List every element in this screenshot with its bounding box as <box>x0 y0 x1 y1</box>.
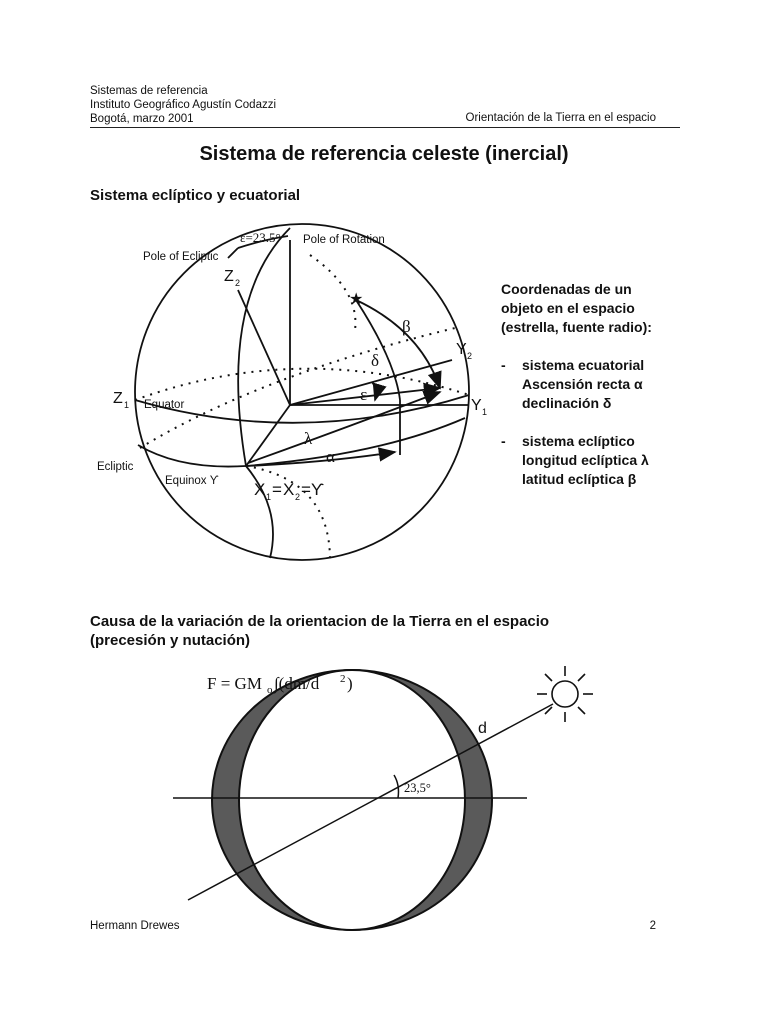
section-heading-precession-line-2: (precesión y nutación) <box>90 632 251 649</box>
z2-label: Z <box>224 268 234 285</box>
x2-label: X <box>283 480 295 499</box>
equatorial-line-2: declinación δ <box>522 395 612 411</box>
force-formula-close: ) <box>347 674 353 693</box>
x1-subscript: 1 <box>266 492 272 502</box>
y1-subscript: 1 <box>482 407 488 417</box>
y1-label: Y <box>471 397 482 414</box>
side-intro-line-1: Coordenadas de un <box>501 281 632 297</box>
footer-author: Hermann Drewes <box>90 920 180 932</box>
page-title: Sistema de referencia celeste (inercial) <box>199 143 569 165</box>
equatorial-line-1: Ascensión recta α <box>522 376 643 392</box>
y2-subscript: 2 <box>467 351 473 361</box>
header-institute-line: Instituto Geográfico Agustín Codazzi <box>90 99 277 111</box>
z1-subscript: 1 <box>124 400 130 410</box>
page-number: 2 <box>649 920 656 932</box>
equator-label: Equator <box>144 399 185 411</box>
x2-subscript: 2 <box>295 492 301 502</box>
z1-label: Z <box>113 390 123 407</box>
section-heading-ecliptic-equatorial: Sistema eclíptico y ecuatorial <box>90 187 301 204</box>
x-equals-1: = <box>272 480 282 499</box>
pole-of-ecliptic-label: Pole of Ecliptic <box>143 251 219 263</box>
header-date-line: Bogotá, marzo 2001 <box>90 113 194 125</box>
lambda-label: λ <box>304 429 313 448</box>
epsilon-label: ε <box>360 385 368 404</box>
force-formula-superscript: 2 <box>340 673 346 685</box>
force-formula-integral: ∫(dm/d <box>274 674 320 693</box>
ecliptic-label: Ecliptic <box>97 461 134 473</box>
header-title-line: Sistemas de referencia <box>90 85 208 97</box>
y2-label: Y <box>456 341 467 358</box>
equatorial-title: sistema ecuatorial <box>522 357 645 373</box>
epsilon-top-label: ε=23.5° <box>240 230 281 245</box>
x1-label: X <box>254 480 266 499</box>
sun-icon <box>537 666 593 722</box>
z2-subscript: 2 <box>235 278 241 288</box>
header-chapter-title: Orientación de la Tierra en el espacio <box>465 112 656 124</box>
equinox-label: Equinox ϒ <box>165 475 219 487</box>
pole-of-rotation-label: Pole of Rotation <box>303 234 385 246</box>
list-dash: - <box>501 357 506 373</box>
force-formula-subscript: o <box>267 684 273 696</box>
list-dash: - <box>501 433 506 449</box>
section-heading-precession-line-1: Causa de la variación de la orientacion de la Tierra en el espacio <box>90 613 550 630</box>
force-formula: F = GM <box>207 674 262 693</box>
star-icon: ★ <box>349 291 364 308</box>
distance-label: d <box>478 720 487 737</box>
ecliptic-line-1: longitud eclíptica λ <box>522 452 649 468</box>
beta-label: β <box>402 317 411 336</box>
earth-sphere <box>239 670 465 930</box>
ecliptic-title: sistema eclíptico <box>522 433 635 449</box>
side-intro-line-3: (estrella, fuente radio): <box>501 319 652 335</box>
alpha-label: α <box>326 447 335 466</box>
side-intro-line-2: objeto en el espacio <box>501 300 635 316</box>
angle-label: 23,5° <box>404 781 431 795</box>
x-equals-aries: =ϒ <box>301 480 325 499</box>
ecliptic-line-2: latitud eclíptica β <box>522 471 637 487</box>
delta-label: δ <box>371 351 380 370</box>
